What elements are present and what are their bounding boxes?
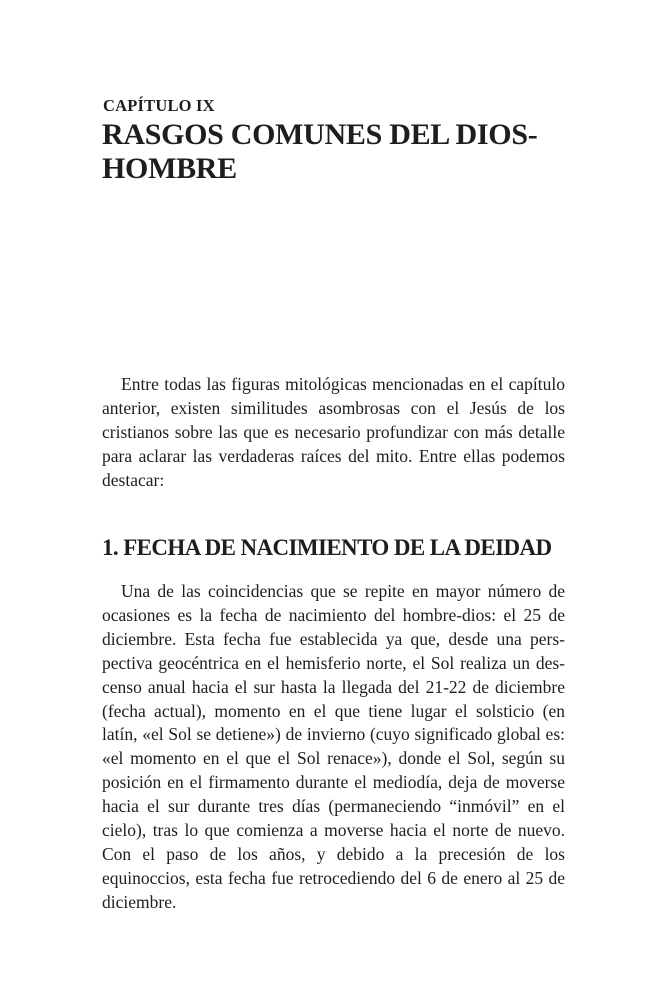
intro-paragraph: Entre todas las figuras mitológicas mencionadas en el capítulo anterior, existen similitudes asombrosas con el Jesús de los cristianos sobre las que es necesario profundizar con más detalle para aclarar las verdaderas raíces del mito. Entre ellas podemos destacar: — [102, 374, 565, 490]
chapter-label: CAPÍTULO IX — [103, 96, 215, 115]
section-heading: 1. FECHA DE NACIMIENTO DE LA DEIDAD — [102, 535, 552, 560]
section-paragraph: Una de las coincidencias que se repite en mayor número de ocasiones es la fecha de nacimiento del hombre-dios: el 25 de diciembre. Esta fecha fue establecida ya que, desde una perspectiva geocéntrica en el hemisferio norte, el Sol realiza un descenso anual hacia el sur hasta la llegada del 21-22 de diciembre (fecha actual), momento en el que tiene lugar el solsticio (en latín, «el Sol se detiene») de invierno (cuyo significado global es: «el momento en el que el Sol renace»), donde el Sol, según su posición en el firmamento durante el mediodía, deja de moverse hacia el sur durante tres días (permaneciendo “inmóvil” en el cielo), tras lo que comienza a moverse hacia el norte de nuevo. Con el paso de los años, y debido a la precesión de los equinoccios, esta fecha fue retrocediendo del 6 de enero al 25 de diciembre. — [102, 581, 565, 912]
chapter-title: RASGOS COMUNES DEL DIOS-HOMBRE — [102, 118, 538, 185]
